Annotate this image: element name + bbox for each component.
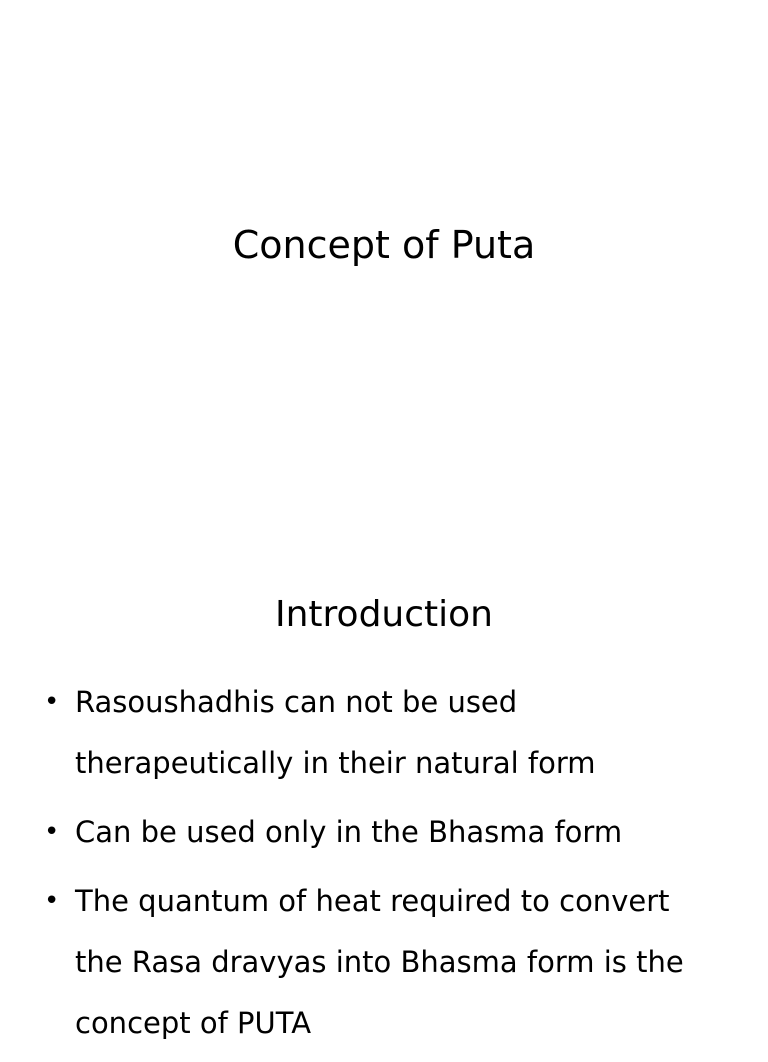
bullet-text: Can be used only in the Bhasma form: [75, 815, 623, 849]
slide-title: Concept of Puta: [232, 223, 536, 267]
bullet-icon: •: [44, 687, 60, 717]
bullet-item: [44, 871, 724, 1054]
bullet-text: Rasoushadhis can not be used therapeutically in their natural form: [75, 685, 596, 780]
bullet-icon: •: [44, 886, 60, 916]
bullet-item: [44, 672, 724, 794]
bullet-icon: •: [44, 817, 60, 847]
bullet-list: [44, 672, 724, 1062]
bullet-text: The quantum of heat required to convert the Rasa dravyas into Bhasma form is the concept of PUTA: [75, 884, 684, 1040]
bullet-item: [44, 802, 724, 863]
section-heading: Introduction: [274, 594, 493, 635]
